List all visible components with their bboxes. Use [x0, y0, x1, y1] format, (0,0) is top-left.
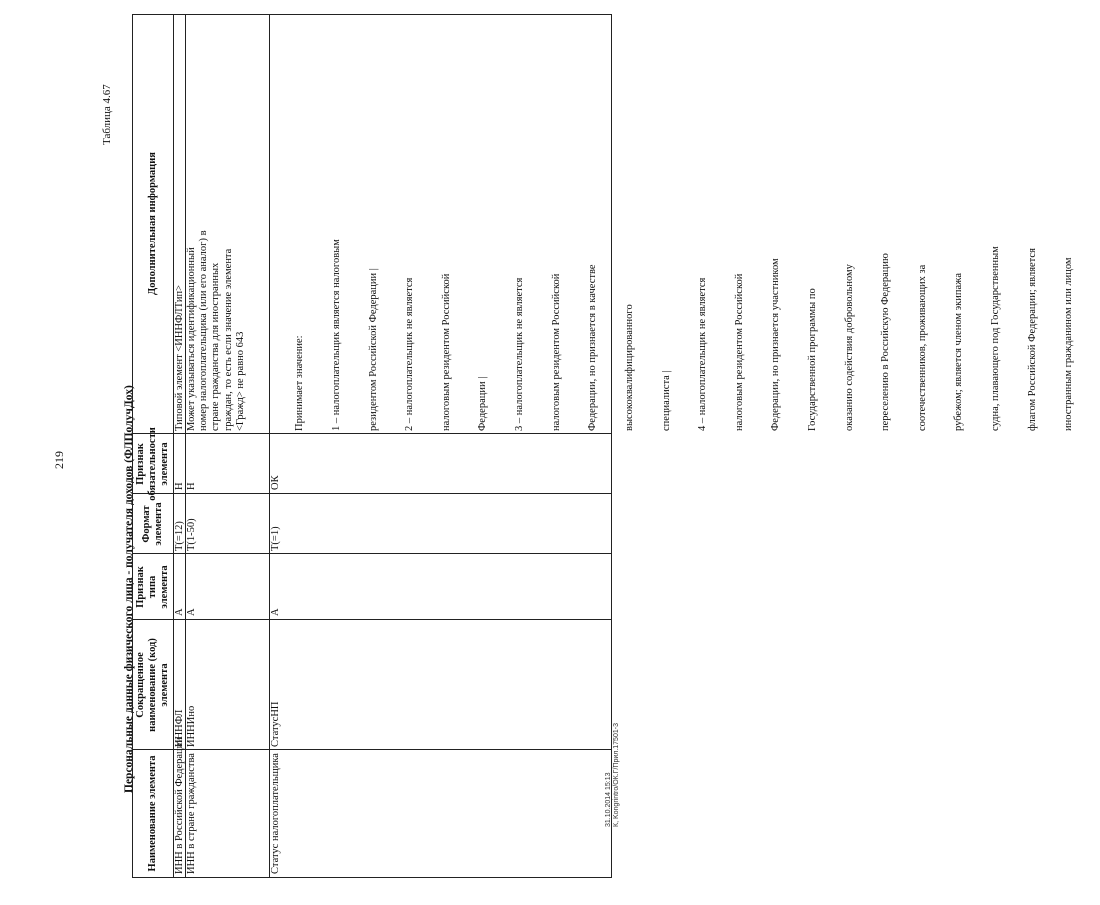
cell-name: ИНН в Российской Федерации [174, 737, 185, 874]
page-number: 219 [52, 451, 66, 469]
cell-required: Н [174, 482, 185, 490]
stamp-line: 31.10.2014 15:13 [605, 772, 612, 827]
info-line: налоговым резидентом Российской [550, 273, 562, 431]
header-type: Признак типа элемента [135, 565, 170, 609]
cell-code: ИННФЛ [174, 709, 185, 747]
info-line: Может указываться идентификационный [186, 247, 197, 431]
header-format: Формат элемента [141, 502, 164, 546]
info-line: высококвалифицированного [623, 304, 635, 431]
column-divider [133, 493, 611, 494]
cell-type: А [174, 608, 185, 616]
info-line: соотечественников, проживающих за [916, 264, 928, 431]
info-line: налоговым резидентом Российской [440, 273, 452, 431]
column-divider [133, 553, 611, 554]
info-line: стране гражданства для иностранных [210, 262, 222, 431]
print-stamp [605, 723, 621, 827]
cell-info [270, 239, 1100, 431]
info-line: иностранным гражданином или лицом [1063, 257, 1075, 431]
header-info: Дополнительная информация [147, 152, 158, 295]
info-line: 1 – налогоплательщик является налоговым [331, 239, 343, 431]
column-divider [133, 749, 611, 750]
info-line: 4 – налогоплательщик не является [697, 277, 709, 431]
info-line: судна, плавающего под Государственным [989, 246, 1001, 431]
header-required: Признак обязательности элемента [135, 427, 170, 501]
cell-info [186, 230, 247, 431]
info-line: 2 – налогоплательщик не является [404, 277, 416, 431]
table-label: Таблица 4.67 [101, 84, 113, 145]
cell-required: ОК [270, 475, 281, 490]
info-line: Федерации, но признается в качестве [587, 264, 599, 431]
column-divider [133, 619, 611, 620]
info-line: 3 – налогоплательщик не является [514, 277, 526, 431]
stamp-line: К, Kongrintro/ОК.Г/Прил.17501-3 [613, 723, 620, 827]
info-line: специалиста | [660, 370, 672, 431]
cell-format: T(=1) [270, 526, 281, 551]
cell-type: А [270, 608, 281, 616]
info-line: резидентом Российской Федерации | [367, 268, 379, 431]
cell-required: Н [186, 482, 197, 490]
info-line: Типовой элемент <ИННФЛТип> [174, 285, 185, 431]
column-divider [133, 433, 611, 434]
info-line: рубежом; является членом экипажа [953, 272, 965, 431]
info-line: граждан, то есть если значение элемента [222, 248, 234, 431]
cell-code: ИННИно [186, 705, 197, 747]
cell-format: T(=12) [174, 521, 185, 551]
cell-name: ИНН в стране гражданства [186, 753, 197, 874]
info-line: Федерации, но признается участником [770, 258, 782, 431]
cell-name: Статус налогоплательщика [270, 753, 281, 874]
row-divider [269, 15, 270, 877]
cell-type: А [186, 608, 197, 616]
info-line: оказанию содействия добровольному [843, 264, 855, 431]
cell-format: T(1-50) [186, 518, 197, 551]
info-line: номер налогоплательщика (или его аналог) в [198, 230, 210, 431]
info-line: флагом Российской Федерации; является [1026, 248, 1038, 431]
cell-code: СтатусНП [270, 701, 281, 747]
table-title: Персональные данные физического лица - получателя доходов (ФЛПолучДох) [123, 385, 135, 793]
info-line: Государственной программы по [806, 288, 818, 431]
info-line: <Гражд> не равно 643 [234, 331, 246, 431]
cell-info [174, 285, 186, 431]
info-line: Федерации | [477, 376, 489, 431]
info-line: Принимает значение: [294, 335, 306, 431]
info-line: переселению в Российскую Федерацию [880, 253, 892, 431]
info-line: налоговым резидентом Российской [733, 273, 745, 431]
header-code: Сокращенное наименование (код) элемента [135, 638, 170, 732]
header-name: Наименование элемента [147, 755, 158, 872]
